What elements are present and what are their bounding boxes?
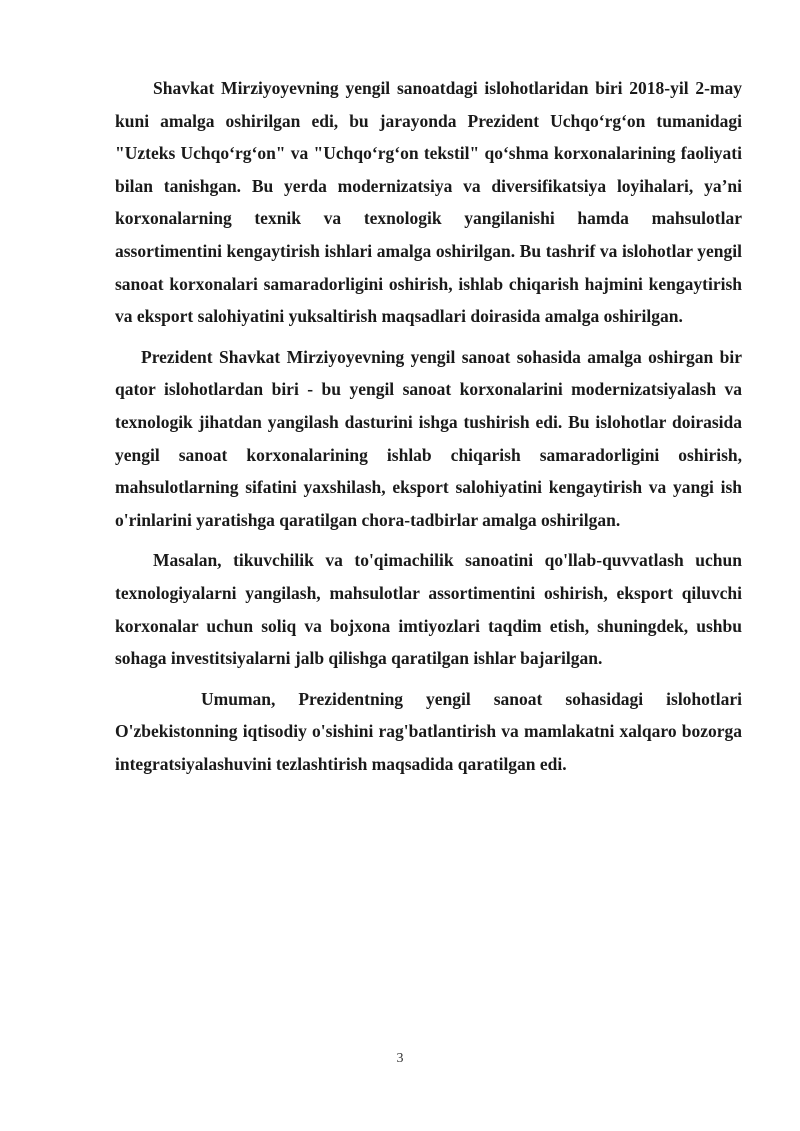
document-body: [115, 72, 742, 780]
page-number: 3: [396, 1051, 404, 1066]
paragraph-3: Masalan, tikuvchilik va to'qimachilik sanoatini qo'llab-quvvatlash uchun texnologiyalarni yangilash, mahsulotlar assortimentini oshirish, eksport qiluvchi korxonalar uchun soliq va bojxona imtiyozlari taqdim etish, shuningdek, ushbu sohaga investitsiyalarni jalb qilishga qaratilgan ishlar bajarilgan.: [115, 550, 742, 669]
paragraph-2: Prezident Shavkat Mirziyoyevning yengil sanoat sohasida amalga oshirgan bir qator islohotlardan biri - bu yengil sanoat korxonalarini modernizatsiyalash va texnologik jihatdan yangilash dasturini ishga tushirish edi. Bu islohotlar doirasida yengil sanoat korxonalarining ishlab chiqarish samaradorligini oshirish, mahsulotlarning sifatini yaxshilash, eksport salohiyatini kengaytirish va yangi ish o'rinlarini yaratishga qaratilgan chora-tadbirlar amalga oshirilgan.: [115, 346, 742, 530]
paragraph-4: Umuman, Prezidentning yengil sanoat sohasidagi islohotlari O'zbekistonning iqtisodiy o'sishini rag'batlantirish va mamlakatni xalqaro bozorga integratsiyalashuvini tezlashtirish maqsadida qaratilgan edi.: [115, 688, 742, 774]
paragraph-1: Shavkat Mirziyoyevning yengil sanoatdagi islohotlaridan biri 2018-yil 2-may kuni amalga oshirilgan edi, bu jarayonda Prezident Uchqo‘rg‘on tumanidagi "Uzteks Uchqo‘rg‘on" va "Uchqo‘rg‘on tekstil" qo‘shma korxonalarining faoliyati bilan tanishgan. Bu yerda modernizatsiya va diversifikatsiya loyihalari, ya’ni korxonalarning texnik va texnologik yangilanishi hamda mahsulotlar assortimentini kengaytirish ishlari amalga oshirilgan. Bu tashrif va islohotlar yengil sanoat korxonalari samaradorligini oshirish, ishlab chiqarish hajmini kengaytirish va eksport salohiyatini yuksaltirish maqsadlari doirasida amalga oshirilgan.: [115, 78, 742, 327]
